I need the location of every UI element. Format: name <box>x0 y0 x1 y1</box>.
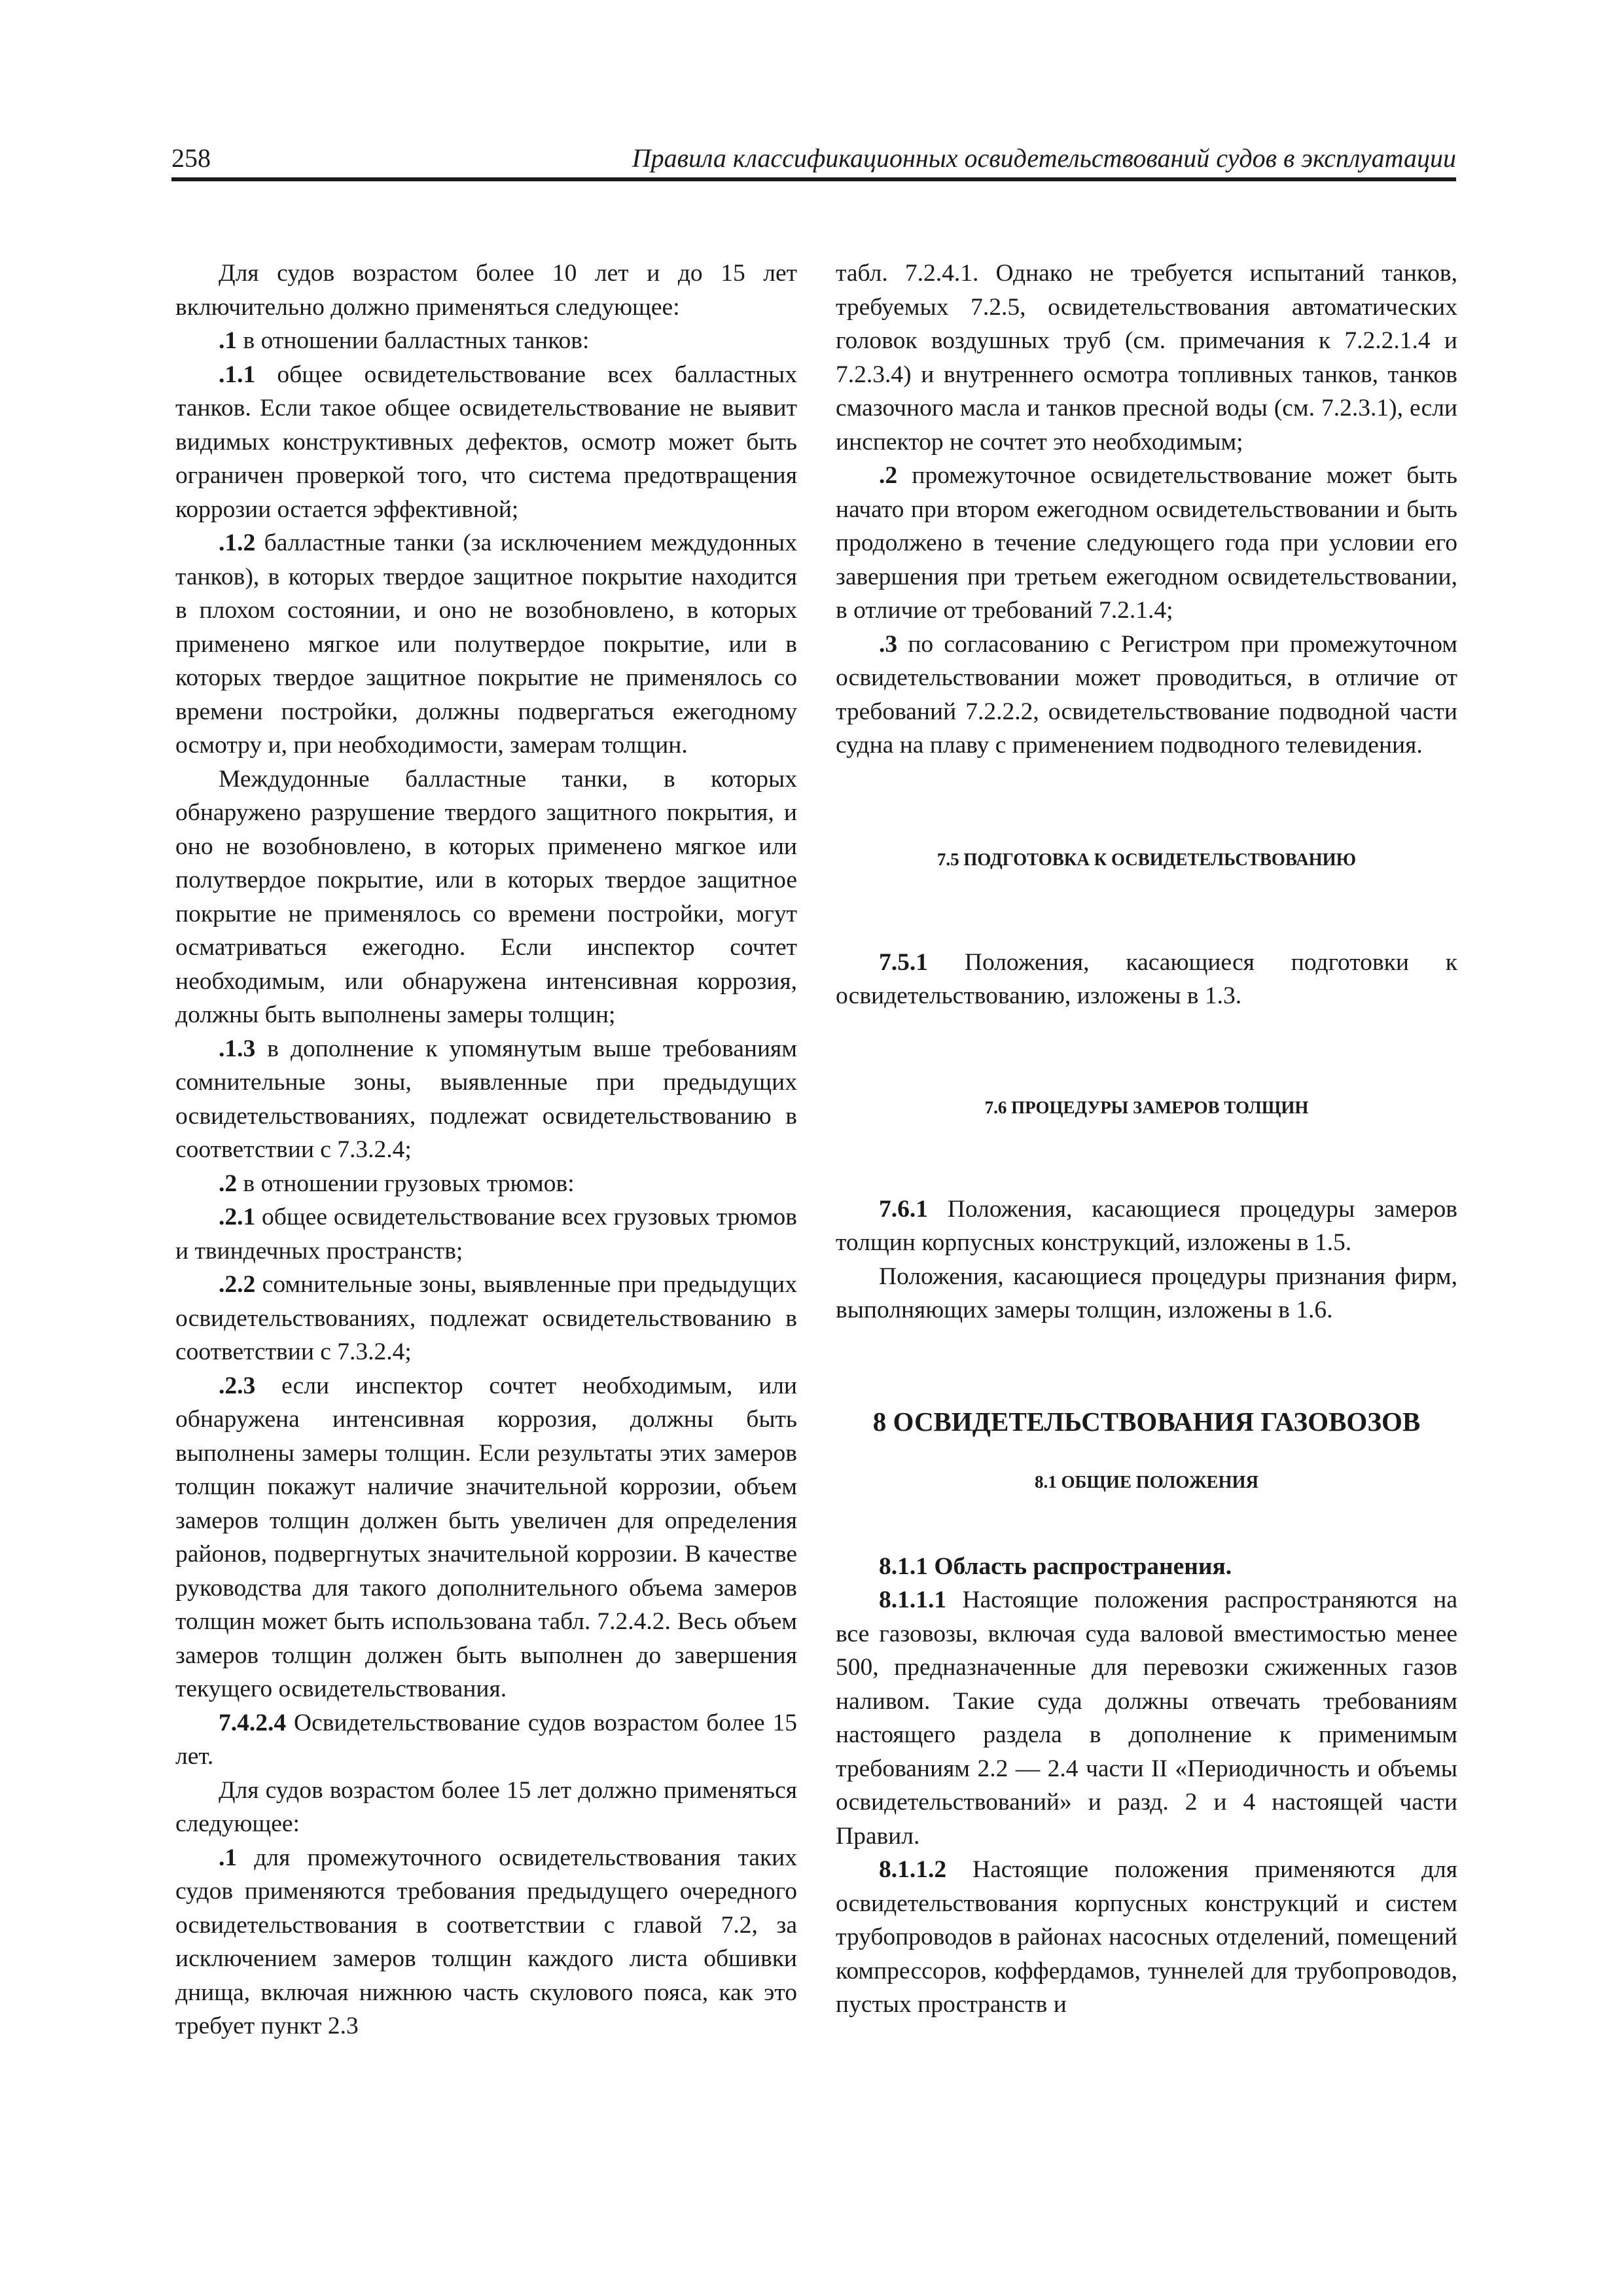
paragraph <box>175 324 797 358</box>
paragraph <box>175 1369 797 1706</box>
paragraph <box>836 1583 1457 1853</box>
page-header <box>171 139 1456 178</box>
clause-number: 7.4.2.4 <box>219 1709 287 1736</box>
paragraph-text: в дополнение к упомянутым выше требованиям сомнительные зоны, выявленные при предыдущих освидетельствованиях, подлежат освидетельствованию в соответствии с 7.3.2.4; <box>175 1035 797 1163</box>
clause-number: 7.5.1 <box>879 948 928 976</box>
section-heading-7-6: 7.6 ПРОЦЕДУРЫ ЗАМЕРОВ ТОЛЩИН <box>984 1097 1309 1117</box>
paragraph-text: Положения, касающиеся процедуры замеров толщин корпусных конструкций, изложены в 1.5. <box>836 1195 1457 1256</box>
paragraph-text: Положения, касающиеся подготовки к освидетельствованию, изложены в 1.3. <box>836 948 1457 1009</box>
paragraph-text: по согласованию с Регистром при промежуточном освидетельствовании может проводиться, в отличие от требований 7.2.2.2, освидетельствование подводной части судна на плаву с применением подводного телевидения. <box>836 630 1457 759</box>
paragraph-text: Настоящие положения распространяются на все газовозы, включая суда валовой вместимостью менее 500, предназначенные для перевозки сжиженных газов наливом. Такие суда должны отвечать требованиям настоящего раздела в дополнение к применимым требованиям 2.2 — 2.4 части II «Периодичность и объемы освидетельствований» и разд. 2 и 4 настоящей части Правил. <box>836 1587 1457 1850</box>
clause-number: 8.1.1.2 <box>879 1856 947 1883</box>
paragraph: Положения, касающиеся процедуры признания фирм, выполняющих замеры толщин, изложены в 1.6. <box>836 1263 1457 1323</box>
paragraph <box>175 1841 797 2043</box>
paragraph <box>175 1200 797 1268</box>
paragraph <box>175 1706 797 1774</box>
paragraph-text: в отношении балластных танков: <box>237 327 590 354</box>
paragraph-text: балластные танки (за исключением междудонных танков), в которых твердое защитное покрытие находится в плохом состоянии, и оно не возобновлено, в которых применено мягкое или полутвердое покрытие, или в которых твердое защитное покрытие не применялось со времени постройки, должны подвергаться ежегодному осмотру и, при необходимости, замерам толщин. <box>175 529 797 759</box>
paragraph <box>836 1193 1457 1260</box>
chapter-heading-8: 8 ОСВИДЕТЕЛЬСТВОВАНИЯ ГАЗОВОЗОВ <box>872 1406 1421 1437</box>
clause-number: .1 <box>219 1844 238 1871</box>
clause-number: .2.1 <box>219 1204 256 1230</box>
clause-number: .3 <box>879 630 898 658</box>
header-rule <box>171 177 1456 181</box>
paragraph-text: Настоящие положения применяются для освидетельствования корпусных конструкций и систем трубопроводов в районах насосных отделений, помещений компрессоров, коффердамов, туннелей для трубопроводов, пустых пространств и <box>836 1856 1457 2018</box>
paragraph-text: промежуточное освидетельствование может быть начато при втором ежегодном освидетельствовании и быть продолжено в течение следующего года при условии его завершения при третьем ежегодном освидетельствовании, в отличие от требований 7.2.1.4; <box>836 462 1457 624</box>
clause-number: .1.3 <box>219 1035 256 1062</box>
clause-number: .1.1 <box>219 361 256 388</box>
paragraph <box>175 1032 797 1167</box>
running-title: Правила классификационных освидетельствований судов в эксплуатации <box>632 143 1456 173</box>
left-column <box>175 257 797 2043</box>
section-heading-8-1: 8.1 ОБЩИЕ ПОЛОЖЕНИЯ <box>1034 1471 1259 1492</box>
paragraph: Междудонные балластные танки, в которых обнаружено разрушение твердого защитного покрытия, и оно не возобновлено, в которых применено мягкое или полутвердое покрытие, или в которых твердое защитное покрытие не применялось со времени постройки, могут осматриваться ежегодно. Если инспектор сочтет необходимым, или обнаружена интенсивная коррозия, должны быть выполнены замеры толщин; <box>175 765 797 1028</box>
paragraph <box>836 628 1457 762</box>
subsection-heading-8-1-1 <box>836 1550 1457 1584</box>
paragraph <box>836 1853 1457 2022</box>
paragraph-text: сомнительные зоны, выявленные при предыдущих освидетельствованиях, подлежат освидетельствованию в соответствии с 7.3.2.4; <box>175 1271 797 1365</box>
paragraph <box>175 358 797 527</box>
paragraph: Для судов возрастом более 10 лет и до 15 лет включительно должно применяться следующее: <box>175 260 797 321</box>
paragraph <box>175 1268 797 1369</box>
paragraph <box>175 1167 797 1201</box>
clause-number: .2 <box>879 462 898 489</box>
clause-number: .1.2 <box>219 529 256 556</box>
page-number: 258 <box>171 143 211 173</box>
paragraph-text: если инспектор сочтет необходимым, или обнаружена интенсивная коррозия, должны быть выполнены замеры толщин. Если результаты этих замеров толщин покажут наличие значительной коррозии, объем замеров толщин должен быть увеличен для определения районов, подвергнутых значительной коррозии. В качестве руководства для такого дополнительного объема замеров толщин может быть использована табл. 7.2.4.2. Весь объем замеров толщин должен быть выполнен до завершения текущего освидетельствования. <box>175 1372 797 1702</box>
clause-number: 7.6.1 <box>879 1195 928 1223</box>
paragraph: табл. 7.2.4.1. Однако не требуется испытаний танков, требуемых 7.2.5, освидетельствования автоматических головок воздушных труб (см. примечания к 7.2.2.1.4 и 7.2.3.4) и внутреннего осмотра топливных танков, танков смазочного масла и танков пресной воды (см. 7.2.3.1), если инспектор не сочтет это необходимым; <box>836 260 1457 456</box>
paragraph-text: общее освидетельствование всех балластных танков. Если такое общее освидетельствование не выявит видимых конструктивных дефектов, осмотр может быть ограничен проверкой того, что система предотвращения коррозии остается эффективной; <box>175 361 797 523</box>
section-heading-7-5: 7.5 ПОДГОТОВКА К ОСВИДЕТЕЛЬСТВОВАНИЮ <box>936 849 1357 869</box>
clause-number: 8.1.1.1 <box>879 1587 947 1613</box>
paragraph <box>836 459 1457 628</box>
right-column <box>836 257 1457 2022</box>
clause-number: .2.2 <box>219 1271 256 1298</box>
paragraph <box>175 526 797 762</box>
paragraph-text: Освидетельствование судов возрастом более 15 лет. <box>175 1709 797 1770</box>
paragraph-text: для промежуточного освидетельствования таких судов применяются требования предыдущего очередного освидетельствования в соответствии с главой 7.2, за исключением замеров толщин каждого листа обшивки днища, включая нижнюю часть скулового пояса, как это требует пункт 2.3 <box>175 1844 797 2039</box>
paragraph-text: общее освидетельствование всех грузовых трюмов и твиндечных пространств; <box>175 1204 797 1265</box>
paragraph <box>836 946 1457 1013</box>
clause-number: .1 <box>219 327 238 354</box>
paragraph-text: в отношении грузовых трюмов: <box>237 1170 575 1197</box>
paragraph: Для судов возрастом более 15 лет должно применяться следующее: <box>175 1776 797 1837</box>
subsection-title: 8.1.1 Область распространения. <box>879 1552 1232 1580</box>
clause-number: .2.3 <box>219 1372 256 1399</box>
clause-number: .2 <box>219 1170 238 1197</box>
